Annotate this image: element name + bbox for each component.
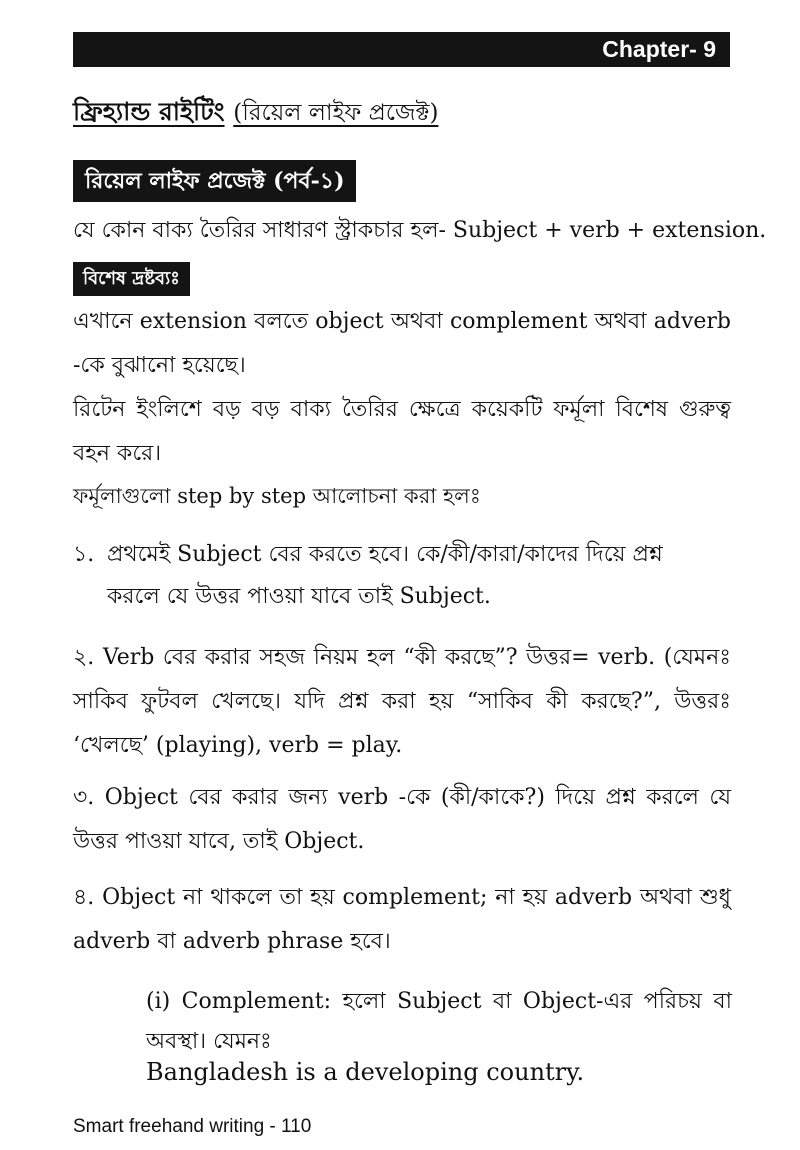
list-item <box>73 776 731 864</box>
note-paragraph: এখানে extension বলতে object অথবা complement অথবা adverb -কে বুঝানো হয়েছে। <box>73 309 731 378</box>
formula-lead <box>73 478 731 514</box>
sub-item: (i) Complement: হলো Subject বা Object-এর পরিচয় বা অবস্থা। যেমনঃ <box>146 989 732 1054</box>
note-label: বিশেষ দ্রষ্টব্যঃ <box>73 262 190 296</box>
chapter-header: Chapter- 9 <box>73 32 730 67</box>
item-text: ২. Verb বের করার সহজ নিয়ম হল “কী করছে”? উত্তর= verb. (যেমনঃ সাকিব ফুটবল খেলছে। যদি প্রশ্ন করা হয় “সাকিব কী করছে?”, উত্তরঃ ‘খেলছে’ (playing), verb = play. <box>73 645 731 758</box>
page-footer: Smart freehand writing - 110 <box>73 1116 312 1137</box>
item-number: ১. <box>73 542 95 567</box>
list-item <box>73 876 731 964</box>
list-item <box>73 636 731 768</box>
note-paragraph: রিটেন ইংলিশে বড় বড় বাক্য তৈরির ক্ষেত্রে কয়েকটি ফর্মূলা বিশেষ গুরুত্ব বহন করে। <box>73 397 731 466</box>
item-text: ৩. Object বের করার জন্য verb -কে (কী/কাকে?) দিয়ে প্রশ্ন করলে যে উত্তর পাওয়া যাবে, তাই Object. <box>73 785 731 854</box>
list-item <box>73 534 731 618</box>
section-label: রিয়েল লাইফ প্রজেক্ট (পর্ব-১) <box>73 160 356 202</box>
note-block <box>73 300 731 476</box>
item-text-cont: করলে যে উত্তর পাওয়া যাবে তাই Subject. <box>107 584 491 609</box>
formula-lead-text: ফর্মূলাগুলো step by step আলোচনা করা হলঃ <box>73 484 481 508</box>
example-sentence: Bangladesh is a developing country. <box>146 1058 585 1086</box>
item-text: ৪. Object না থাকলে তা হয় complement; না হয় adverb অথবা শুধু adverb বা adverb phrase হবে। <box>73 885 731 954</box>
item-text: প্রথমেই Subject বের করতে হবে। কে/কী/কারা/কাদের দিয়ে প্রশ্ন <box>107 542 663 567</box>
title-main: ফ্রিহ্যান্ড রাইটিং <box>73 97 225 126</box>
intro-line <box>73 212 767 250</box>
title-sub: (রিয়েল লাইফ প্রজেক্ট) <box>233 100 439 126</box>
intro-text: যে কোন বাক্য তৈরির সাধারণ স্ট্রাকচার হল- Subject + verb + extension. <box>73 218 767 243</box>
page-title <box>73 92 438 135</box>
